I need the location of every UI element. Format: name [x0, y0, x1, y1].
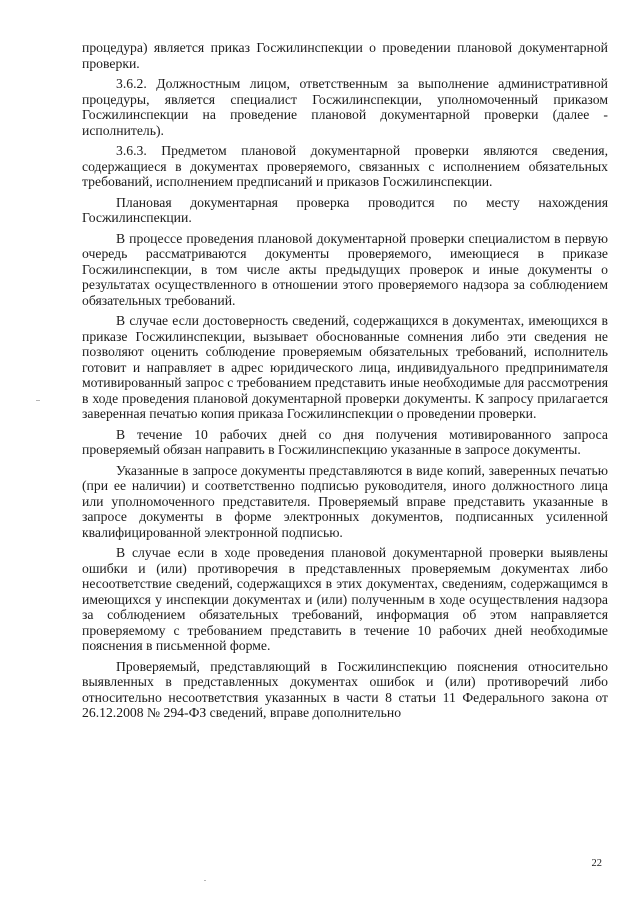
paragraph-procedure-order: процедура) является приказ Госжилинспекции о проведении плановой документарной проверки.	[82, 40, 608, 71]
paragraph-3-6-3: 3.6.3. Предметом плановой документарной проверки являются сведения, содержащиеся в документах проверяемого, связанных с исполнением обязательных требований, исполнением предписаний и приказов Госжилинспекции.	[82, 143, 608, 189]
paragraph-explanations: Проверяемый, представляющий в Госжилинспекцию пояснения относительно выявленных в представленных документах ошибок и (или) противоречий либо относительно несоответствия указанных в части 8 статьи 11 Федерального закона от 26.12.2008 № 294-ФЗ сведений, вправе дополнительно	[82, 658, 608, 720]
paragraph-motivated-request: В случае если достоверность сведений, содержащихся в документах, имеющихся в приказе Госжилинспекции, вызывает обоснованные сомнения либо эти сведения не позволяют оценить соблюдение проверяемым обязательных требований, исполнитель готовит и направляет в адрес юридического лица, индивидуального предпринимателя мотивированный запрос с требованием представить иные необходимые для рассмотрения в ходе проведения плановой документарной проверки документы. К запросу прилагается заверенная печатью копия приказа Госжилинспекции о проведении проверки.	[82, 313, 608, 421]
page-number: 22	[591, 858, 602, 869]
paragraph-review-process: В процессе проведения плановой документарной проверки специалистом в первую очередь рассматриваются документы проверяемого, имеющиеся в приказе Госжилинспекции, в том числе акты предыдущих проверок и иные документы о результатах осуществленного в отношении этого проверяемого надзора за соблюдением обязательных требований.	[82, 230, 608, 308]
paragraph-3-6-2: 3.6.2. Должностным лицом, ответственным за выполнение административной процедуры, является специалист Госжилинспекции, уполномоченный приказом Госжилинспекции на проведение плановой документарной проверки (далее - исполнитель).	[82, 76, 608, 138]
paragraph-errors-found: В случае если в ходе проведения плановой документарной проверки выявлены ошибки и (или) противоречия в представленных проверяемым документах либо несоответствие сведений, содержащихся в этих документах, сведениям, содержащимся в имеющихся у инспекции документах и (или) полученным в ходе осуществления надзора за соблюдением обязательных требований, информация об этом направляется проверяемому с требованием представить в течение 10 рабочих дней необходимые пояснения в письменной форме.	[82, 545, 608, 653]
scan-speck	[36, 400, 40, 401]
paragraph-ten-days: В течение 10 рабочих дней со дня получения мотивированного запроса проверяемый обязан направить в Госжилинспекцию указанные в запросе документы.	[82, 426, 608, 457]
scan-speck	[204, 880, 206, 881]
paragraph-inspection-location: Плановая документарная проверка проводится по месту нахождения Госжилинспекции.	[82, 194, 608, 225]
document-page	[82, 40, 608, 726]
paragraph-document-copies: Указанные в запросе документы представляются в виде копий, заверенных печатью (при ее наличии) и соответственно подписью руководителя, иного должностного лица или уполномоченного представителя. Проверяемый вправе представить указанные в запросе документы в форме электронных документов, подписанных усиленной квалифицированной электронной подписью.	[82, 462, 608, 540]
